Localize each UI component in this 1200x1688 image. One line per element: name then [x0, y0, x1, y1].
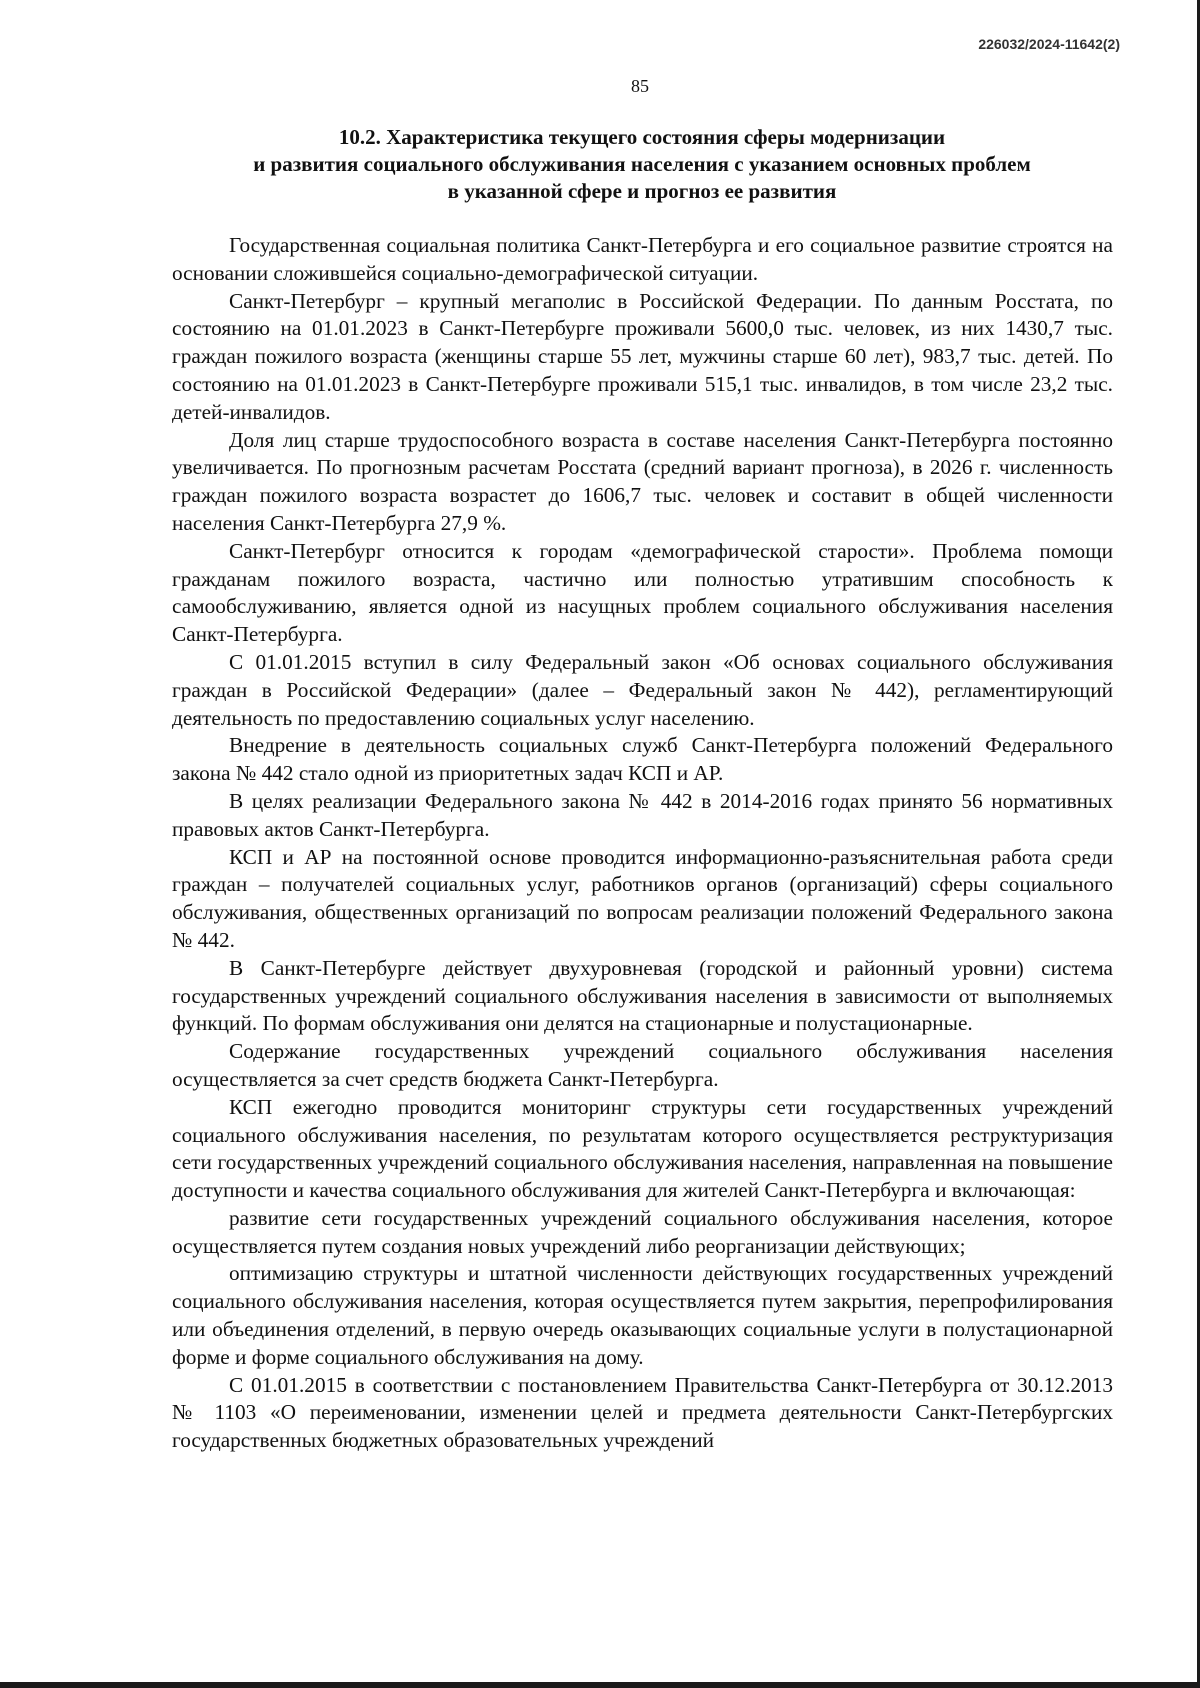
- list-paragraph: оптимизацию структуры и штатной численности действующих государственных учреждений социального обслуживания населения, которая осуществляется путем закрытия, перепрофилирования или объединения отделений, в первую очередь оказывающих социальные услуги в полустационарной форме и форме социального обслуживания на дому.: [172, 1261, 1113, 1369]
- paragraph: Доля лиц старше трудоспособного возраста в составе населения Санкт-Петербурга постоянно увеличивается. По прогнозным расчетам Росстата (средний вариант прогноза), в 2026 г. численность граждан пожилого возраста возрастет до 1606,7 тыс. человек и составит в общей численности населения Санкт-Петербурга 27,9 %.: [172, 427, 1113, 535]
- page-number: 85: [631, 76, 649, 96]
- paragraph: Санкт-Петербург – крупный мегаполис в Российской Федерации. По данным Росстата, по состоянию на 01.01.2023 в Санкт-Петербурге проживали 5600,0 тыс. человек, из них 1430,7 тыс. граждан пожилого возраста (женщины старше 55 лет, мужчины старше 60 лет), 983,7 тыс. детей. По состоянию на 01.01.2023 в Санкт-Петербурге проживали 515,1 тыс. инвалидов, в том числе 23,2 тыс. детей-инвалидов.: [172, 288, 1113, 424]
- document-body: [172, 232, 1113, 1455]
- section-title: [172, 124, 1112, 205]
- list-paragraph: развитие сети государственных учреждений социального обслуживания населения, которое осуществляется путем создания новых учреждений либо реорганизации действующих;: [172, 1205, 1113, 1258]
- paragraph: В целях реализации Федерального закона № 442 в 2014-2016 годах принято 56 нормативных правовых актов Санкт-Петербурга.: [172, 788, 1113, 841]
- paragraph: Содержание государственных учреждений социального обслуживания населения осуществляется за счет средств бюджета Санкт-Петербурга.: [172, 1039, 1113, 1091]
- paragraph: В Санкт-Петербурге действует двухуровневая (городской и районный уровни) система государственных учреждений социального обслуживания населения в зависимости от выполняемых функций. По формам обслуживания они делятся на стационарные и полустационарные.: [172, 955, 1113, 1036]
- paragraph: Санкт-Петербург относится к городам «демографической старости». Проблема помощи гражданам пожилого возраста, частично или полностью утратившим способность к самообслуживанию, является одной из насущных проблем социального обслуживания населения Санкт-Петербурга.: [172, 538, 1113, 647]
- paragraph: КСП и АР на постоянной основе проводится информационно-разъяснительная работа среди граждан – получателей социальных услуг, работников органов (организаций) сферы социального обслуживания, общественных организаций по вопросам реализации положений Федерального закона № 442.: [172, 844, 1113, 952]
- paragraph: КСП ежегодно проводится мониторинг структуры сети государственных учреждений социального обслуживания населения, по результатам которого осуществляется реструктуризация сети государственных учреждений социального обслуживания населения, направленная на повышение доступности и качества социального обслуживания для жителей Санкт-Петербурга и включающая:: [172, 1094, 1113, 1203]
- paragraph: С 01.01.2015 в соответствии с постановлением Правительства Санкт-Петербурга от 30.12.2013 № 1103 «О переименовании, изменении целей и предмета деятельности Санкт-Петербургских государственных бюджетных образовательных учреждений: [172, 1372, 1113, 1453]
- section-title-line: в указанной сфере и прогноз ее развития: [447, 179, 837, 203]
- section-title-line: 10.2. Характеристика текущего состояния сферы модернизации: [338, 125, 946, 149]
- document-id: 226032/2024-11642(2): [978, 36, 1120, 52]
- scan-edge-bottom: [0, 1682, 1200, 1688]
- section-title-line: и развития социального обслуживания населения с указанием основных проблем: [253, 152, 1031, 176]
- paragraph: Внедрение в деятельность социальных служб Санкт-Петербурга положений Федерального закона № 442 стало одной из приоритетных задач КСП и АР.: [172, 733, 1113, 786]
- paragraph: С 01.01.2015 вступил в силу Федеральный закон «Об основах социального обслуживания граждан в Российской Федерации» (далее – Федеральный закон № 442), регламентирующий деятельность по предоставлению социальных услуг населению.: [172, 649, 1113, 730]
- paragraph: Государственная социальная политика Санкт-Петербурга и его социальное развитие строятся на основании сложившейся социально-демографической ситуации.: [172, 233, 1113, 285]
